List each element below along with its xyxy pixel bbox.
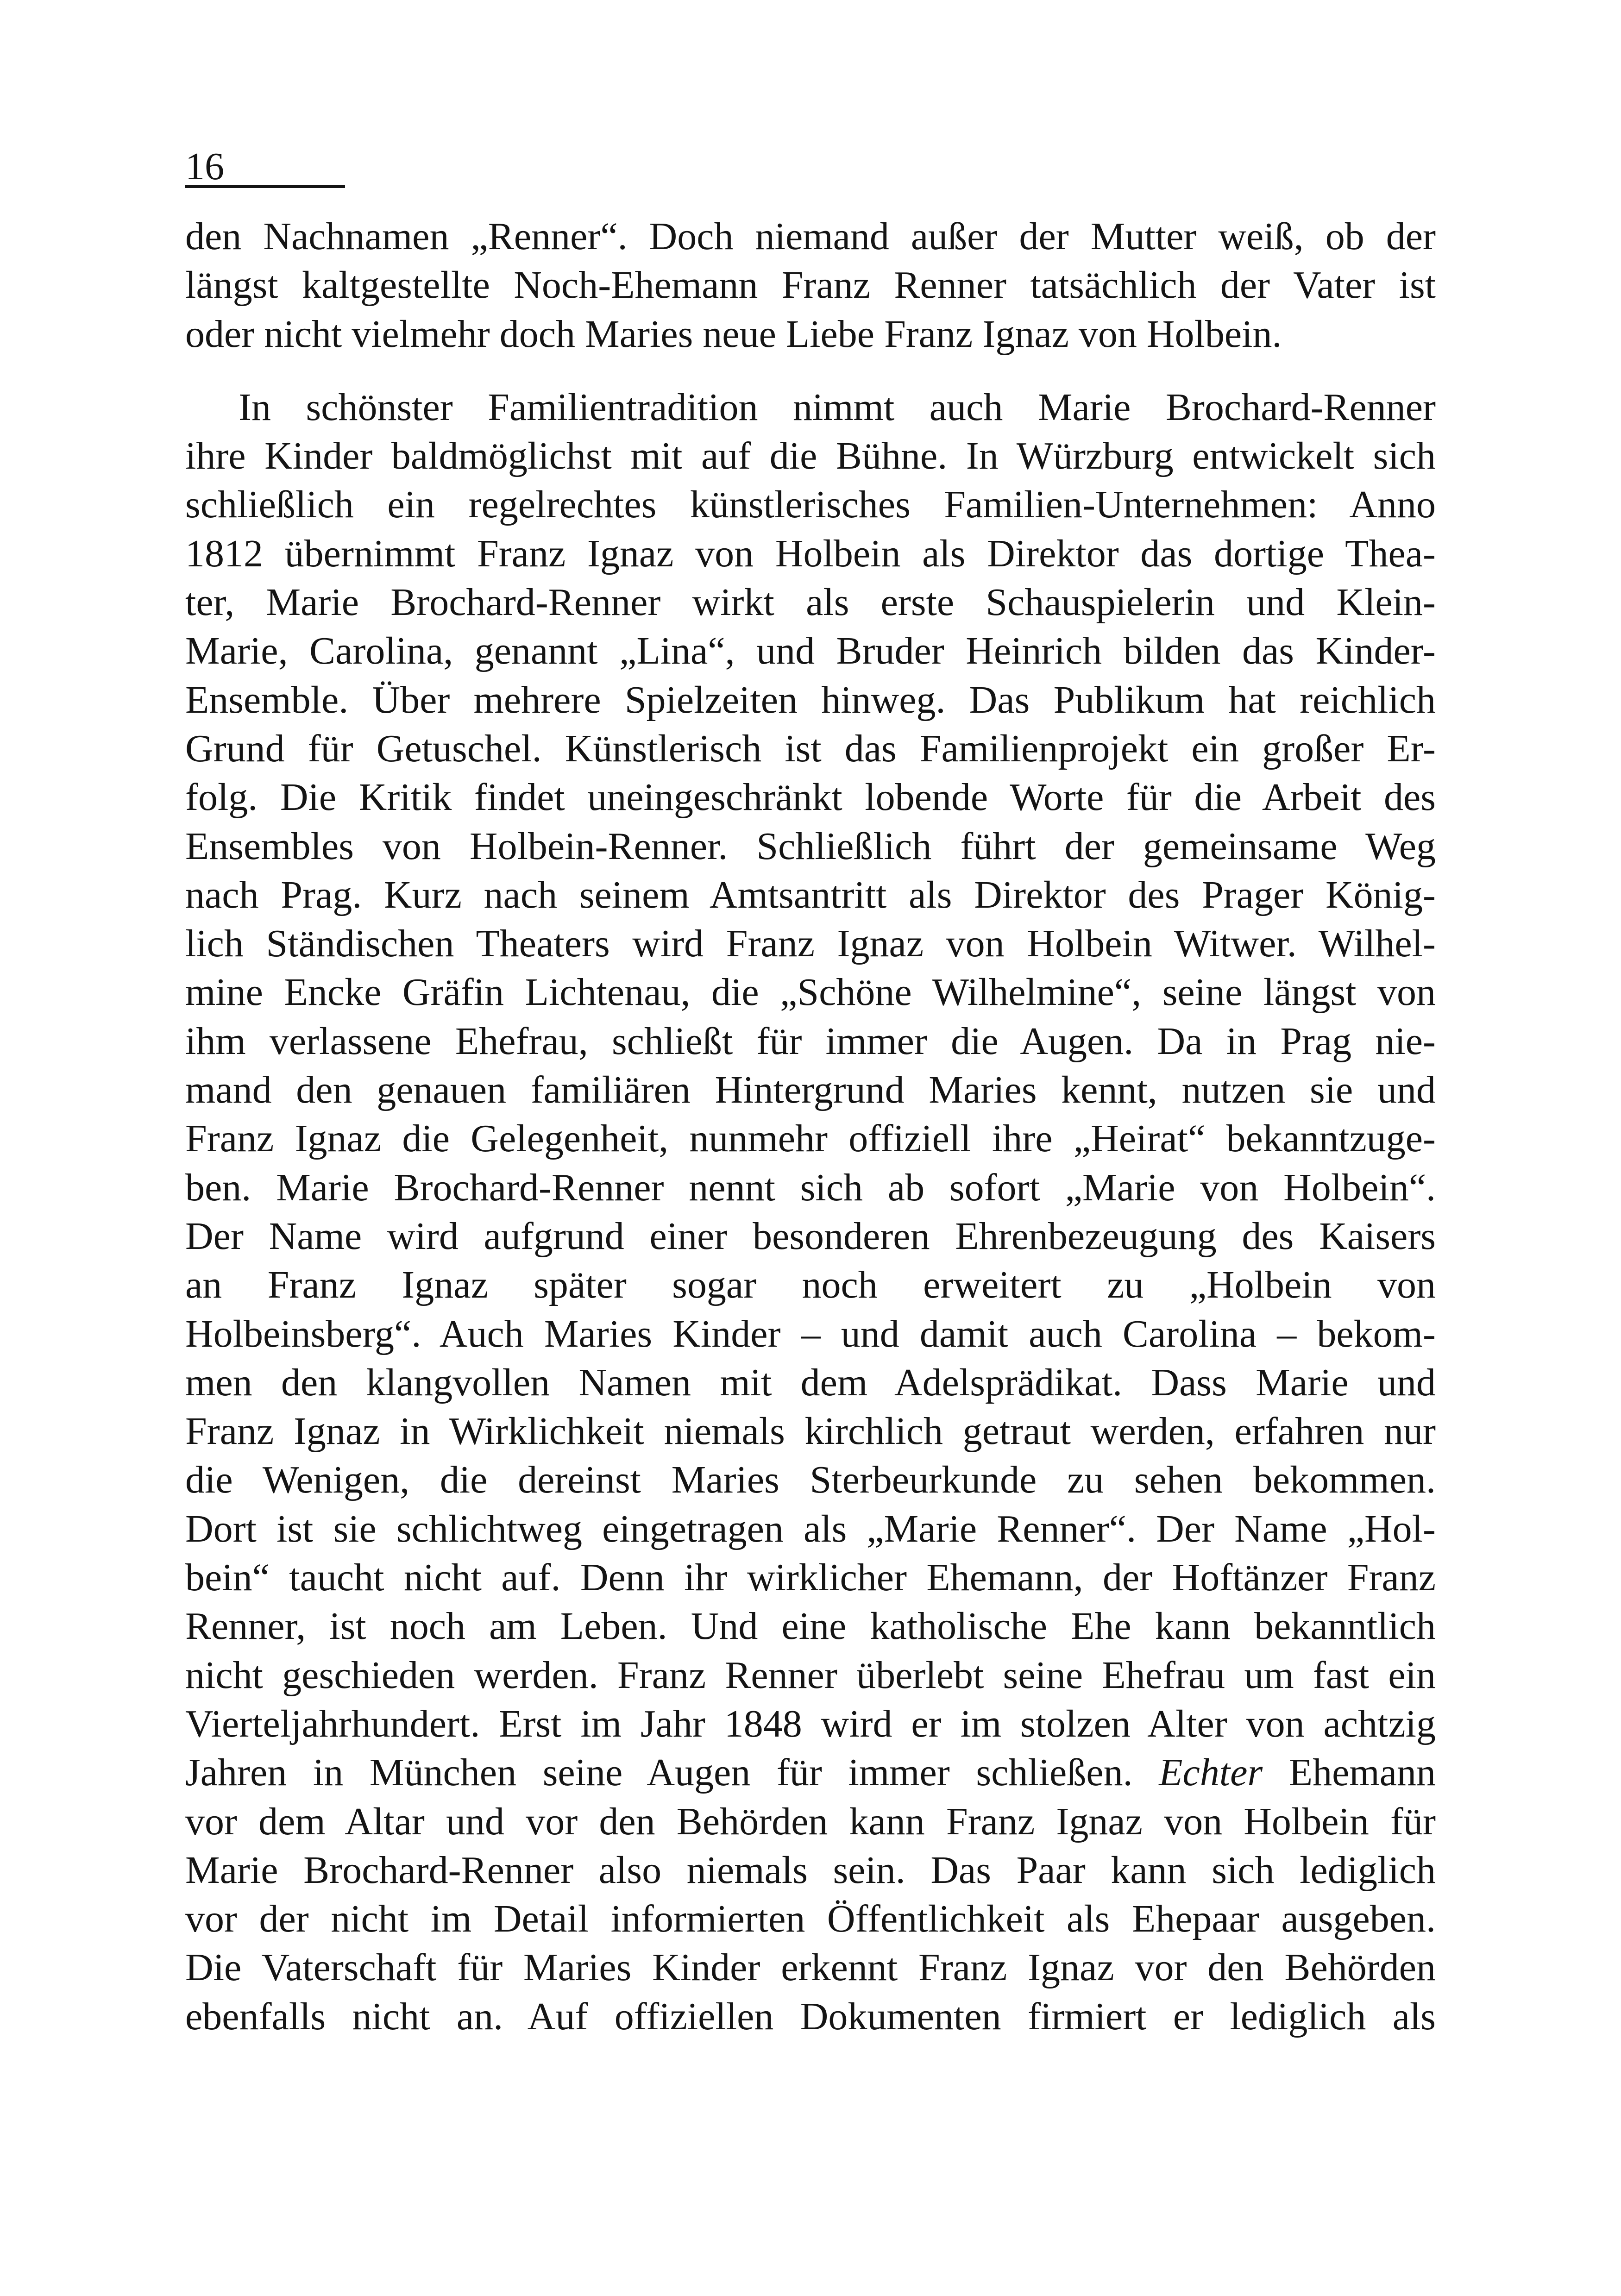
text-line-with-emphasis [185,1748,1436,1797]
text-line: schließlich ein regelrechtes künstlerisches Familien-Unternehmen: Anno [185,483,1436,527]
text-line: In schönster Familientradition nimmt auch Marie Brochard-Renner [239,385,1436,429]
text-line: nach Prag. Kurz nach seinem Amtsantritt als Direktor des Prager König- [185,873,1436,916]
text-line: die Wenigen, die dereinst Maries Sterbeurkunde zu sehen bekommen. [185,1458,1436,1502]
text-line: mand den genauen familiären Hintergrund Maries kennt, nutzen sie und [185,1068,1436,1112]
text-line: men den klangvollen Namen mit dem Adelsprädikat. Dass Marie und [185,1361,1436,1404]
text-line: nicht geschieden werden. Franz Renner überlebt seine Ehefrau um fast ein [185,1653,1436,1697]
body-text [185,212,1436,2041]
text-line: Grund für Getuschel. Künstlerisch ist das Familienprojekt ein großer Er- [185,727,1436,770]
text-line: vor der nicht im Detail informierten Öffentlichkeit als Ehepaar ausgeben. [185,1897,1436,1941]
text-line: Dort ist sie schlichtweg eingetragen als „Marie Renner“. Der Name „Hol- [185,1507,1436,1550]
text-segment: Ehemann [1288,1751,1436,1794]
emphasized-word: Echter [1159,1751,1263,1794]
text-segment: Jahren in München seine Augen für immer schließen. [185,1751,1133,1794]
text-line: Franz Ignaz in Wirklichkeit niemals kirchlich getraut werden, erfahren nur [185,1410,1436,1453]
page-header [185,134,345,188]
text-line: ebenfalls nicht an. Auf offiziellen Dokumenten firmiert er lediglich als [185,1995,1436,2038]
text-line: längst kaltgestellte Noch-Ehemann Franz Renner tatsächlich der Vater ist [185,263,1436,307]
text-line: Die Vaterschaft für Maries Kinder erkennt Franz Ignaz vor den Behörden [185,1946,1436,1989]
text-line: ben. Marie Brochard-Renner nennt sich ab sofort „Marie von Holbein“. [185,1166,1436,1209]
text-line: ihm verlassene Ehefrau, schließt für immer die Augen. Da in Prag nie- [185,1019,1436,1063]
text-line: ihre Kinder baldmöglichst mit auf die Bühne. In Würzburg entwickelt sich [185,434,1436,478]
text-line: Franz Ignaz die Gelegenheit, nunmehr offiziell ihre „Heirat“ bekanntzuge- [185,1117,1436,1161]
page-number: 16 [185,145,224,188]
text-line: mine Encke Gräfin Lichtenau, die „Schöne Wilhelmine“, seine längst von [185,971,1436,1014]
text-line: Vierteljahrhundert. Erst im Jahr 1848 wird er im stolzen Alter von achtzig [185,1702,1436,1745]
text-line: den Nachnamen „Renner“. Doch niemand außer der Mutter weiß, ob der [185,215,1436,258]
text-line: Renner, ist noch am Leben. Und eine katholische Ehe kann bekanntlich [185,1605,1436,1648]
text-line: lich Ständischen Theaters wird Franz Ignaz von Holbein Witwer. Wilhel- [185,922,1436,966]
text-line: ter, Marie Brochard-Renner wirkt als erste Schauspielerin und Klein- [185,581,1436,624]
text-line: Marie Brochard-Renner also niemals sein. Das Paar kann sich lediglich [185,1848,1436,1892]
text-line: Holbeinsberg“. Auch Maries Kinder – und damit auch Carolina – bekom- [185,1312,1436,1355]
text-line: vor dem Altar und vor den Behörden kann Franz Ignaz von Holbein für [185,1800,1436,1843]
text-line: 1812 übernimmt Franz Ignaz von Holbein als Direktor das dortige Thea- [185,532,1436,575]
text-line: folg. Die Kritik findet uneingeschränkt lobende Worte für die Arbeit des [185,776,1436,819]
text-line: Marie, Carolina, genannt „Lina“, und Bruder Heinrich bilden das Kinder- [185,629,1436,673]
paragraph-2 [185,383,1436,2041]
text-line: oder nicht vielmehr doch Maries neue Liebe Franz Ignaz von Holbein. [185,312,1282,356]
text-line: Ensemble. Über mehrere Spielzeiten hinweg. Das Publikum hat reichlich [185,678,1436,721]
text-line: Ensembles von Holbein-Renner. Schließlich führt der gemeinsame Weg [185,824,1436,868]
paragraph-1 [185,212,1436,358]
text-line: Der Name wird aufgrund einer besonderen Ehrenbezeugung des Kaisers [185,1214,1436,1258]
text-line: an Franz Ignaz später sogar noch erweitert zu „Holbein von [185,1263,1436,1307]
text-line: bein“ taucht nicht auf. Denn ihr wirklicher Ehemann, der Hoftänzer Franz [185,1556,1436,1600]
